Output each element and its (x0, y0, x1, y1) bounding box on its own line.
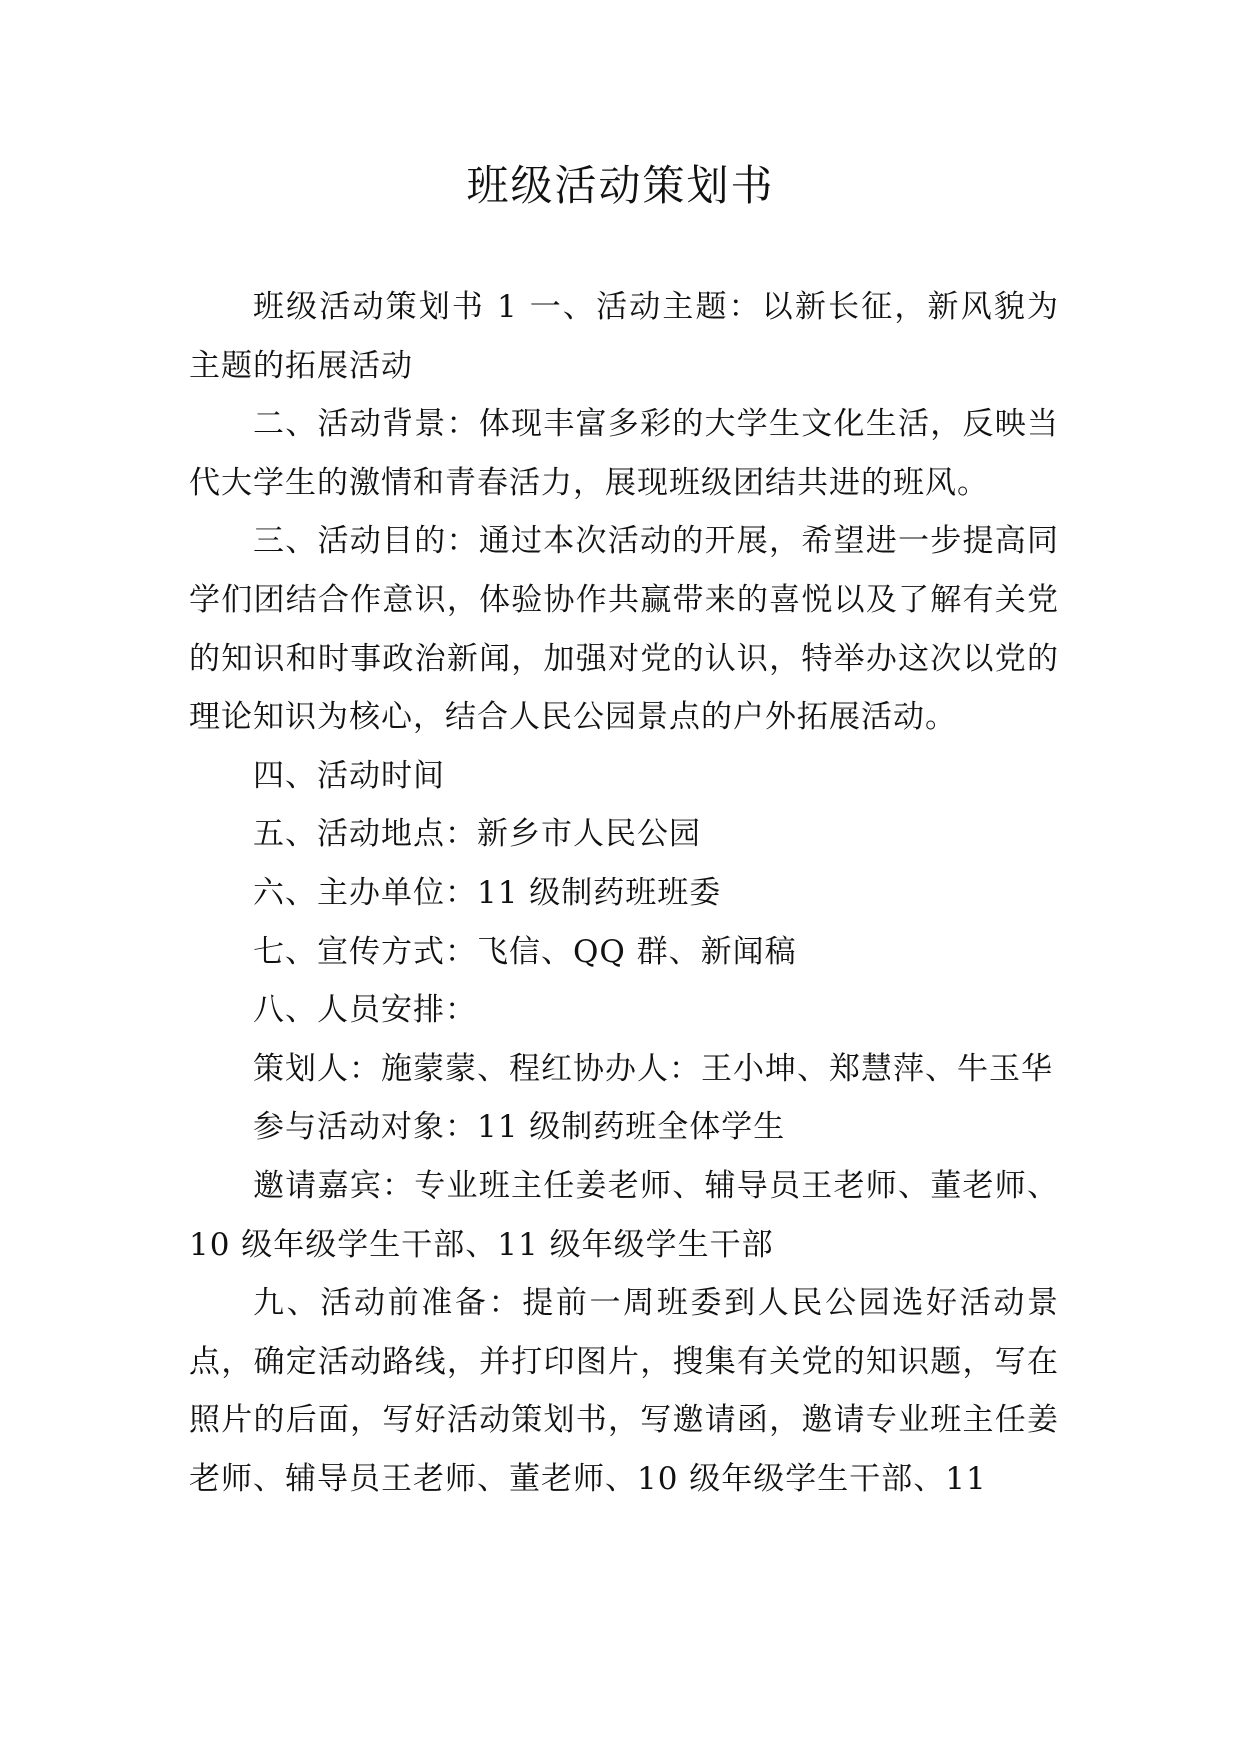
paragraph-purpose: 三、活动目的：通过本次活动的开展，希望进一步提高同学们团结合作意识，体验协作共赢带来的喜悦以及了解有关党的知识和时事政治新闻，加强对党的认识，特举办这次以党的理论知识为核心，结合人民公园景点的户外拓展活动。 (189, 523, 1059, 736)
paragraph-time: 四、活动时间 (253, 757, 445, 794)
document-title: 班级活动策划书 (466, 161, 775, 210)
paragraph-participants: 参与活动对象：11 级制药班全体学生 (253, 1109, 786, 1146)
paragraph-staffing: 八、人员安排： (253, 992, 477, 1029)
paragraph-background: 二、活动背景：体现丰富多彩的大学生文化生活，反映当代大学生的激情和青春活力，展现班级团结共进的班风。 (189, 406, 1059, 501)
paragraph-planners: 策划人：施蒙蒙、程红协办人：王小坤、郑慧萍、牛玉华 (253, 1050, 1053, 1087)
paragraph-preparation: 九、活动前准备：提前一周班委到人民公园选好活动景点，确定活动路线，并打印图片，搜集有关党的知识题，写在照片的后面，写好活动策划书，写邀请函，邀请专业班主任姜老师、辅导员王老师、董老师、10 级年级学生干部、11 (189, 1285, 1059, 1497)
paragraph-organizer: 六、主办单位：11 级制药班班委 (253, 874, 722, 911)
paragraph-theme: 班级活动策划书 1 一、活动主题：以新长征，新风貌为主题的拓展活动 (189, 289, 1059, 384)
paragraph-guests: 邀请嘉宾：专业班主任姜老师、辅导员王老师、董老师、10 级年级学生干部、11 级年级学生干部 (189, 1167, 1059, 1263)
paragraph-publicity: 七、宣传方式：飞信、QQ 群、新闻稿 (253, 933, 797, 970)
document-body (189, 278, 1059, 1508)
paragraph-location: 五、活动地点：新乡市人民公园 (253, 816, 701, 853)
